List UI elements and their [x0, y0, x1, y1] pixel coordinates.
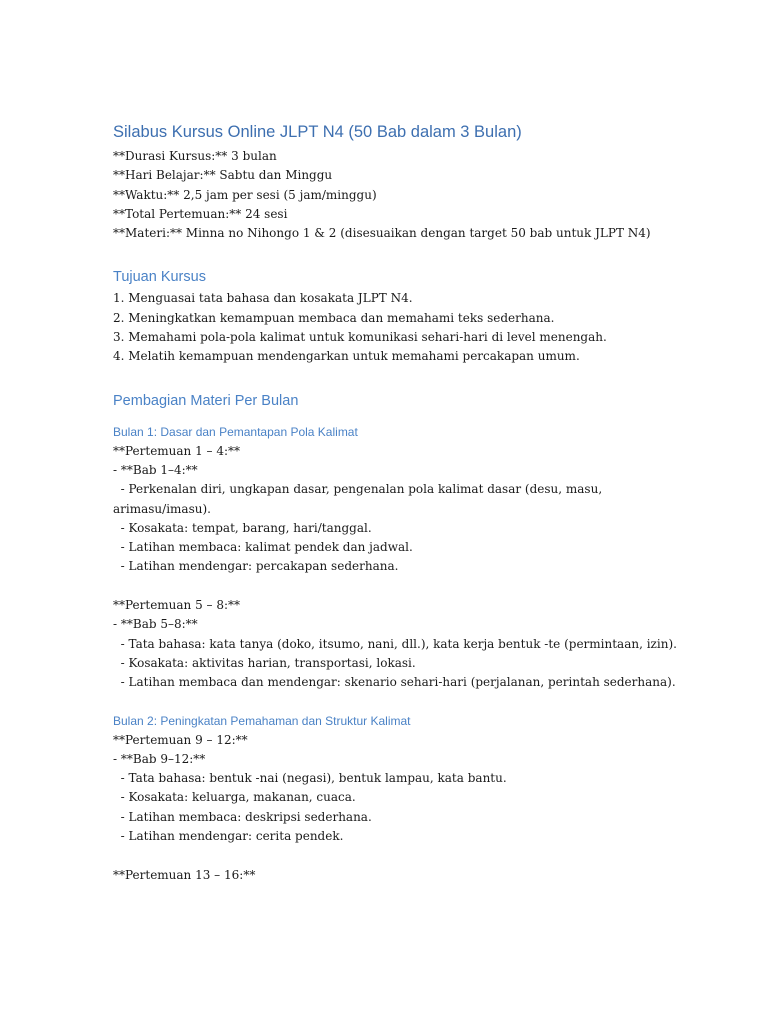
list-item: 1. Menguasai tata bahasa dan kosakata JLPT N4. [113, 291, 413, 306]
list-item: - Kosakata: keluarga, makanan, cuaca. [113, 790, 356, 805]
info-duration: **Durasi Kursus:** 3 bulan [113, 149, 277, 163]
list-item: 3. Memahami pola-pola kalimat untuk komunikasi sehari-hari di level menengah. [113, 330, 607, 345]
info-material: **Materi:** Minna no Nihongo 1 & 2 (disesuaikan dengan target 50 bab untuk JLPT N4) [113, 226, 651, 241]
bulan2-block1 [113, 731, 673, 847]
document-page [113, 120, 677, 885]
bulan2-heading: Bulan 2: Peningkatan Pemahaman dan Struktur Kalimat [113, 713, 411, 728]
session-heading: **Pertemuan 9 – 12:** [113, 732, 248, 747]
list-item: - Latihan mendengar: percakapan sederhana. [113, 559, 399, 574]
pembagian-heading: Pembagian Materi Per Bulan [113, 392, 299, 409]
course-info [113, 147, 673, 243]
tujuan-heading: Tujuan Kursus [113, 269, 206, 286]
list-item: - Latihan membaca: deskripsi sederhana. [113, 809, 372, 824]
chapter-heading: - **Bab 5–8:** [113, 617, 198, 632]
list-item: - Latihan membaca: kalimat pendek dan jadwal. [113, 540, 413, 555]
info-total-sessions: **Total Pertemuan:** 24 sesi [113, 206, 288, 221]
list-item: - Latihan mendengar: cerita pendek. [113, 829, 344, 844]
list-item: 4. Melatih kemampuan mendengarkan untuk memahami percakapan umum. [113, 349, 580, 364]
list-item: arimasu/imasu). [113, 501, 211, 516]
list-item: - Perkenalan diri, ungkapan dasar, pengenalan pola kalimat dasar (desu, masu, [113, 482, 603, 497]
list-item: - Tata bahasa: kata tanya (doko, itsumo, nani, dll.), kata kerja bentuk -te (permintaan, izin). [113, 636, 677, 651]
bulan1-block1 [113, 442, 673, 577]
tujuan-list [113, 289, 673, 366]
list-item: - Latihan membaca dan mendengar: skenario sehari-hari (perjalanan, perintah sederhana). [113, 675, 676, 690]
document-title: Silabus Kursus Online JLPT N4 (50 Bab dalam 3 Bulan) [113, 123, 522, 141]
list-item: - Tata bahasa: bentuk -nai (negasi), bentuk lampau, kata bantu. [113, 771, 507, 786]
session-heading: **Pertemuan 5 – 8:** [113, 598, 241, 613]
bulan2-block2 [113, 866, 673, 885]
list-item: - Kosakata: tempat, barang, hari/tanggal. [113, 520, 372, 535]
chapter-heading: - **Bab 1–4:** [113, 462, 198, 477]
bulan1-heading: Bulan 1: Dasar dan Pemantapan Pola Kalimat [113, 424, 358, 439]
session-heading: **Pertemuan 13 – 16:** [113, 867, 256, 882]
chapter-heading: - **Bab 9–12:** [113, 751, 206, 766]
info-time: **Waktu:** 2,5 jam per sesi (5 jam/minggu) [113, 187, 377, 202]
list-item: - Kosakata: aktivitas harian, transportasi, lokasi. [113, 655, 416, 670]
info-days: **Hari Belajar:** Sabtu dan Minggu [113, 168, 333, 183]
bulan1-block2 [113, 596, 677, 692]
list-item: 2. Meningkatkan kemampuan membaca dan memahami teks sederhana. [113, 310, 555, 325]
session-heading: **Pertemuan 1 – 4:** [113, 443, 241, 458]
